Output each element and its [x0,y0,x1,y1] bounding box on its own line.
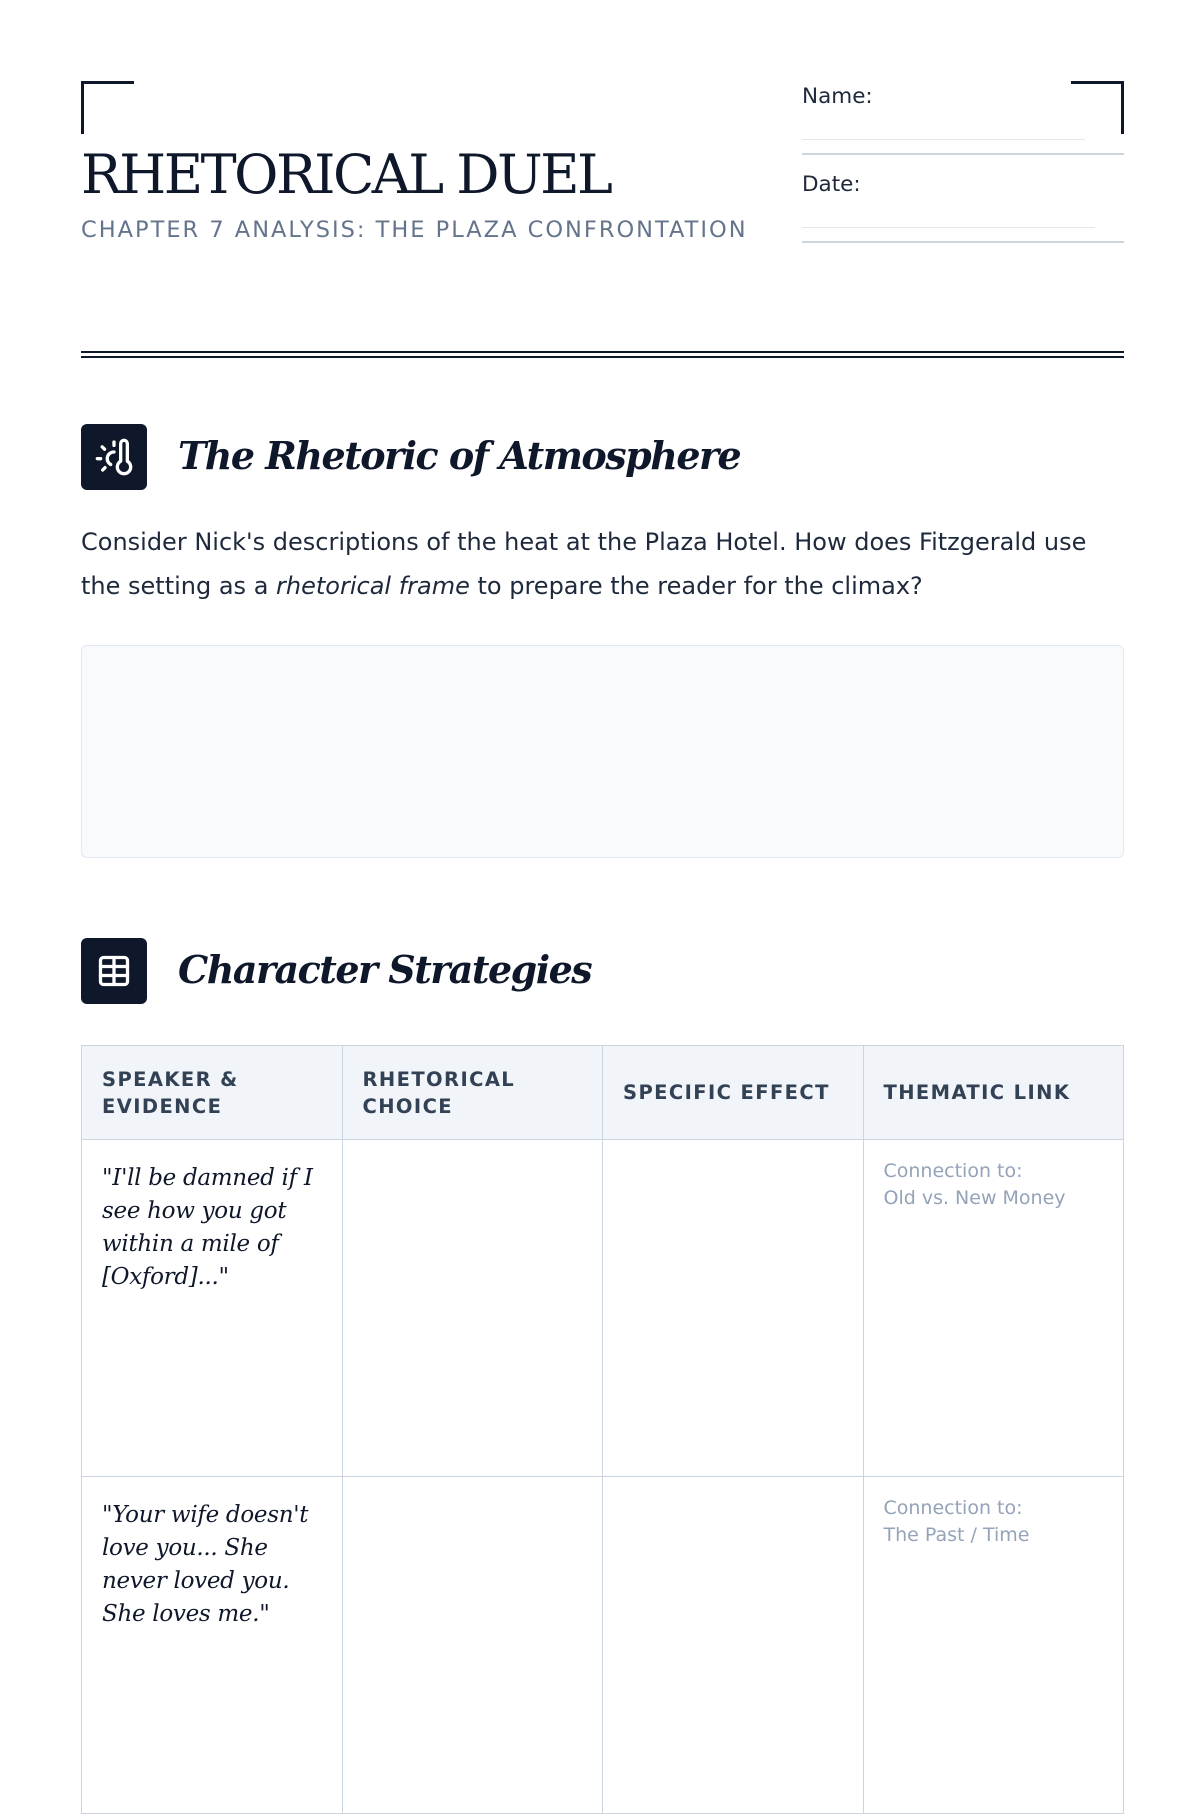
thematic-link-topic: Old vs. New Money [883,1187,1066,1209]
thematic-link-cell[interactable] [863,1140,1124,1477]
worksheet-subtitle: CHAPTER 7 ANALYSIS: THE PLAZA CONFRONTATION [81,217,748,243]
header-divider-top [81,351,1124,353]
evidence-cell [82,1477,343,1814]
thematic-link-cell[interactable] [863,1477,1124,1814]
section-prompt [81,520,1124,608]
section-title-atmosphere: The Rhetoric of Atmosphere [178,433,741,478]
table-row [82,1477,1124,1814]
prompt-emphasis: rhetorical frame [276,572,470,600]
column-header-specific-effect: SPECIFIC EFFECT [603,1046,864,1140]
thematic-link-prefix: Connection to: [883,1160,1023,1182]
column-header-rhetorical-choice: RHETORICAL CHOICE [342,1046,603,1140]
evidence-quote: "Your wife doesn't love you... She never loved you. She loves me." [102,1502,309,1627]
character-strategies-table [81,1045,1124,1814]
header-title-block [81,140,748,243]
specific-effect-cell[interactable] [603,1140,864,1477]
name-field[interactable] [802,80,1124,156]
atmosphere-answer-box[interactable] [81,645,1124,858]
name-writing-line [802,139,1085,140]
prompt-text-end: to prepare the reader for the climax? [469,572,923,600]
name-underline [802,153,1124,155]
table-row [82,1140,1124,1477]
date-underline [802,241,1124,243]
column-header-thematic-link: THEMATIC LINK [863,1046,1124,1140]
table-icon [81,938,147,1004]
prompt-text-start: Consider Nick's descriptions of the heat at the Plaza Hotel. How does Fitzgerald use the setting as a [81,528,1087,600]
specific-effect-cell[interactable] [603,1477,864,1814]
name-label: Name: [802,84,873,109]
column-header-speaker-evidence: SPEAKER & EVIDENCE [82,1046,343,1140]
date-label: Date: [802,172,861,197]
thermometer-sun-icon [81,424,147,490]
header-divider-bottom [81,356,1124,358]
thematic-link-prefix: Connection to: [883,1497,1023,1519]
date-field[interactable] [802,168,1124,244]
evidence-quote: "I'll be damned if I see how you got within a mile of [Oxford]..." [102,1165,313,1290]
evidence-cell [82,1140,343,1477]
rhetorical-choice-cell[interactable] [342,1477,603,1814]
section-title-strategies: Character Strategies [178,947,592,992]
rhetorical-choice-cell[interactable] [342,1140,603,1477]
date-writing-line [802,227,1095,228]
table-header-row [82,1046,1124,1140]
corner-mark-top-left [81,81,134,134]
thematic-link-topic: The Past / Time [883,1524,1030,1546]
worksheet-title: RHETORICAL DUEL [81,143,611,206]
